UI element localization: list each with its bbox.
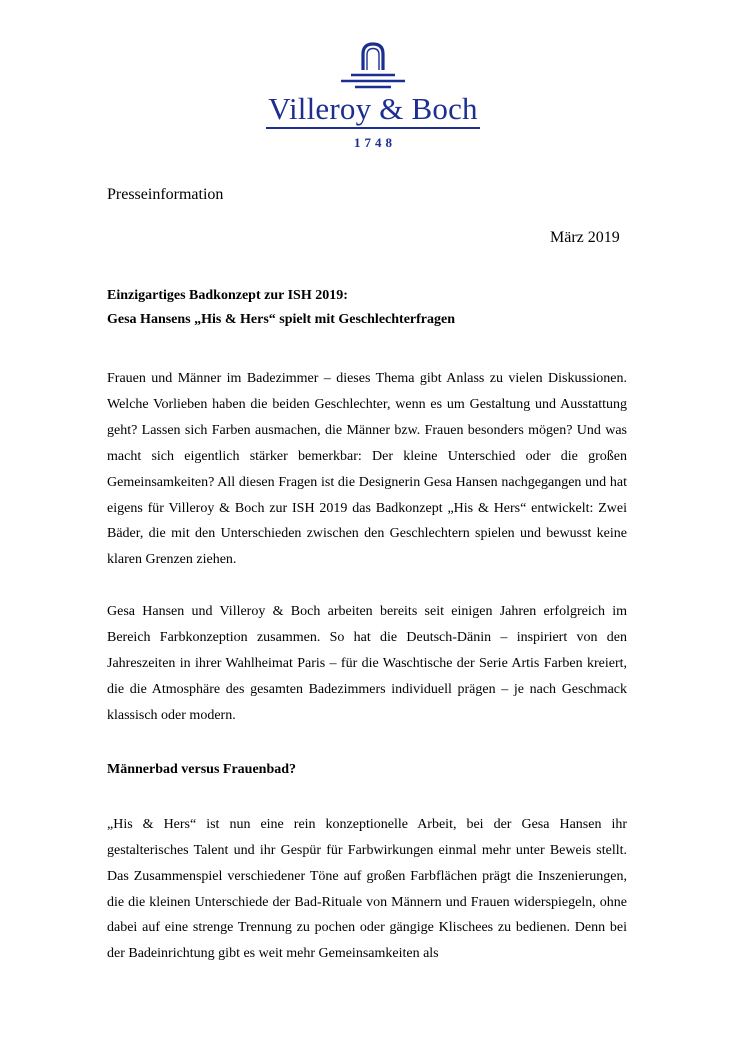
- brand-year: 1748: [354, 134, 396, 150]
- headline-line-1: Einzigartiges Badkonzept zur ISH 2019:: [107, 288, 348, 303]
- document-type-label: Presseinformation: [107, 186, 224, 203]
- document-date: März 2019: [550, 229, 620, 246]
- body-paragraph-3: „His & Hers“ ist nun eine rein konzeptionelle Arbeit, bei der Gesa Hansen ihr gestalterisches Talent und ihr Gespür für Farbwirkungen einmal mehr unter Beweis stellt. Das Zusammenspiel verschiedener Töne auf großen Farbflächen prägt die Inszenierungen, die die kleinen Unterschiede der Bad-Rituale von Männern und Frauen widerspiegeln, ohne dabei auf eine strenge Trennung zu pochen oder gängige Klischees zu bedienen. Denn bei der Badeinrichtung gibt es weit mehr Gemeinsamkeiten als: [107, 816, 627, 962]
- brand-logo: [0, 40, 746, 151]
- arch-over-water-icon: [333, 40, 413, 90]
- section-subheading: Männerbad versus Frauenbad?: [107, 761, 297, 777]
- body-paragraph-2: Gesa Hansen und Villeroy & Boch arbeiten bereits seit einigen Jahren erfolgreich im Bereich Farbkonzeption zusammen. So hat die Deutsch-Dänin – inspiriert von den Jahreszeiten in ihrer Wahlheimat Paris – für die Waschtische der Serie Artis Farben kreiert, die die Atmosphäre des gesamten Badezimmers individuell prägen – je nach Geschmack klassisch oder modern.: [107, 604, 627, 723]
- headline-line-2: Gesa Hansens „His & Hers“ spielt mit Geschlechterfragen: [107, 312, 456, 327]
- brand-underline: [266, 127, 480, 129]
- document-body: [107, 284, 627, 967]
- brand-name: Villeroy & Boch: [268, 91, 478, 126]
- body-paragraph-1: Frauen und Männer im Badezimmer – dieses Thema gibt Anlass zu vielen Diskussionen. Welche Vorlieben haben die beiden Geschlechter, wenn es um Gestaltung und Ausstattung geht? Lassen sich Farben ausmachen, die Männer bzw. Frauen besonders mögen? Und was macht sich eigentlich stärker bemerkbar: Der kleine Unterschied oder die großen Gemeinsamkeiten? All diesen Fragen ist die Designerin Gesa Hansen nachgegangen und hat eigens für Villeroy & Boch zur ISH 2019 das Badkonzept „His & Hers“ entwickelt: Zwei Bäder, die mit den Unterschieden zwischen den Geschlechtern spielen und bewusst keine klaren Grenzen ziehen.: [107, 371, 627, 568]
